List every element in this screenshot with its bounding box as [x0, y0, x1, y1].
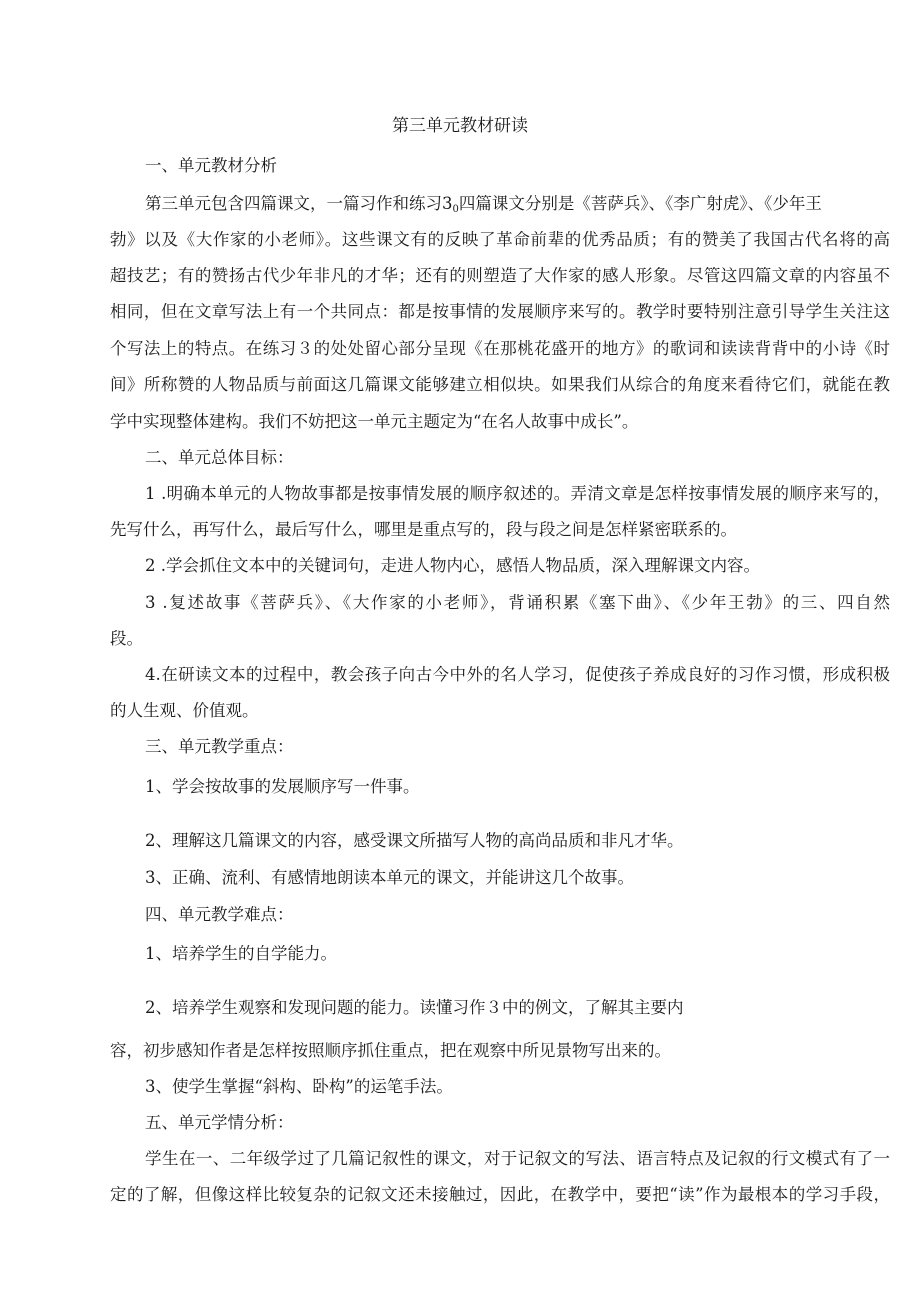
key-point-2: 2、理解这几篇课文的内容，感受课文所描写人物的高尚品质和非凡才华。 [145, 831, 684, 850]
goal-item-2: 2 .学会抓住文本中的关键词句，走进人物内心，感悟人物品质，深入理解课文内容。 [145, 556, 760, 575]
paragraph-line: 个写法上的特点。在练习３的处处留心部分呈现《在那桃花盛开的地方》的歌词和读读背背中的小诗《时 [110, 339, 890, 358]
paragraph-line: 相同，但在文章写法上有一个共同点：都是按事情的发展顺序来写的。教学时要特别注意引导学生关注这 [110, 302, 890, 321]
page-title: 第三单元教材研读 [392, 116, 528, 136]
paragraph-line: 超技艺；有的赞扬古代少年非凡的才华；还有的则塑造了大作家的感人形象。尽管这四篇文章的内容虽不 [110, 266, 890, 285]
key-point-1: 1、学会按故事的发展顺序写一件事。 [145, 777, 420, 796]
difficulty-2: 2、培养学生观察和发现问题的能力。读懂习作３中的例文，了解其主要内 [145, 998, 684, 1017]
section-heading-goals: 二、单元总体目标： [145, 448, 294, 467]
paragraph-line: 学生在一、二年级学过了几篇记叙性的课文，对于记叙文的写法、语言特点及记叙的行文模式有了一 [145, 1149, 890, 1168]
section-heading-learner-analysis: 五、单元学情分析： [145, 1113, 294, 1132]
goal-item-3-cont: 段。 [110, 629, 143, 648]
goal-item-1-cont: 先写什么，再写什么，最后写什么，哪里是重点写的，段与段之间是怎样紧密联系的。 [110, 520, 737, 539]
section-heading-difficulties: 四、单元教学难点： [145, 905, 294, 924]
text-span: 四篇课文分别是《菩萨兵》、《李广射虎》、《少年王 [458, 194, 822, 213]
key-point-3: 3、正确、流利、有感情地朗读本单元的课文，并能讲这几个故事。 [145, 868, 634, 887]
paragraph-line: 勃》以及《大作家的小老师》。这些课文有的反映了革命前辈的优秀品质；有的赞美了我国古代名将的高 [110, 230, 890, 249]
goal-item-1: 1 .明确本单元的人物故事都是按事情发展的顺序叙述的。弄清文章是怎样按事情发展的顺序来写的， [145, 484, 890, 503]
paragraph-line [145, 192, 890, 216]
paragraph-line: 间》所称赞的人物品质与前面这几篇课文能够建立相似块。如果我们从综合的角度来看待它们，就能在教 [110, 375, 890, 394]
section-heading-analysis: 一、单元教材分析 [145, 156, 277, 175]
subscript-mark: 0 [452, 204, 459, 215]
goal-item-4: 4.在研读文本的过程中，教会孩子向古今中外的名人学习，促使孩子养成良好的习作习惯，形成积极 [145, 665, 890, 684]
paragraph-line: 定的了解，但像这样比较复杂的记叙文还未接触过，因此，在教学中，要把“读”作为最根本的学习手段， [110, 1185, 890, 1204]
text-span: 第三单元包含四篇课文，一篇习作和练习 [145, 194, 442, 213]
exercise-number: 3 [442, 194, 453, 213]
difficulty-2-cont: 容，初步感知作者是怎样按照顺序抓住重点，把在观察中所见景物写出来的。 [110, 1041, 671, 1060]
goal-item-3: 3 .复述故事《菩萨兵》、《大作家的小老师》，背诵积累《塞下曲》、《少年王勃》的三、四自然 [145, 593, 890, 612]
paragraph-line: 学中实现整体建构。我们不妨把这一单元主题定为“在名人故事中成长”。 [110, 412, 639, 431]
difficulty-1: 1、培养学生的自学能力。 [145, 944, 337, 963]
section-heading-key-points: 三、单元教学重点： [145, 737, 294, 756]
goal-item-4-cont: 的人生观、价值观。 [110, 701, 259, 720]
difficulty-3: 3、使学生掌握“斜构、卧构”的运笔手法。 [145, 1077, 453, 1096]
